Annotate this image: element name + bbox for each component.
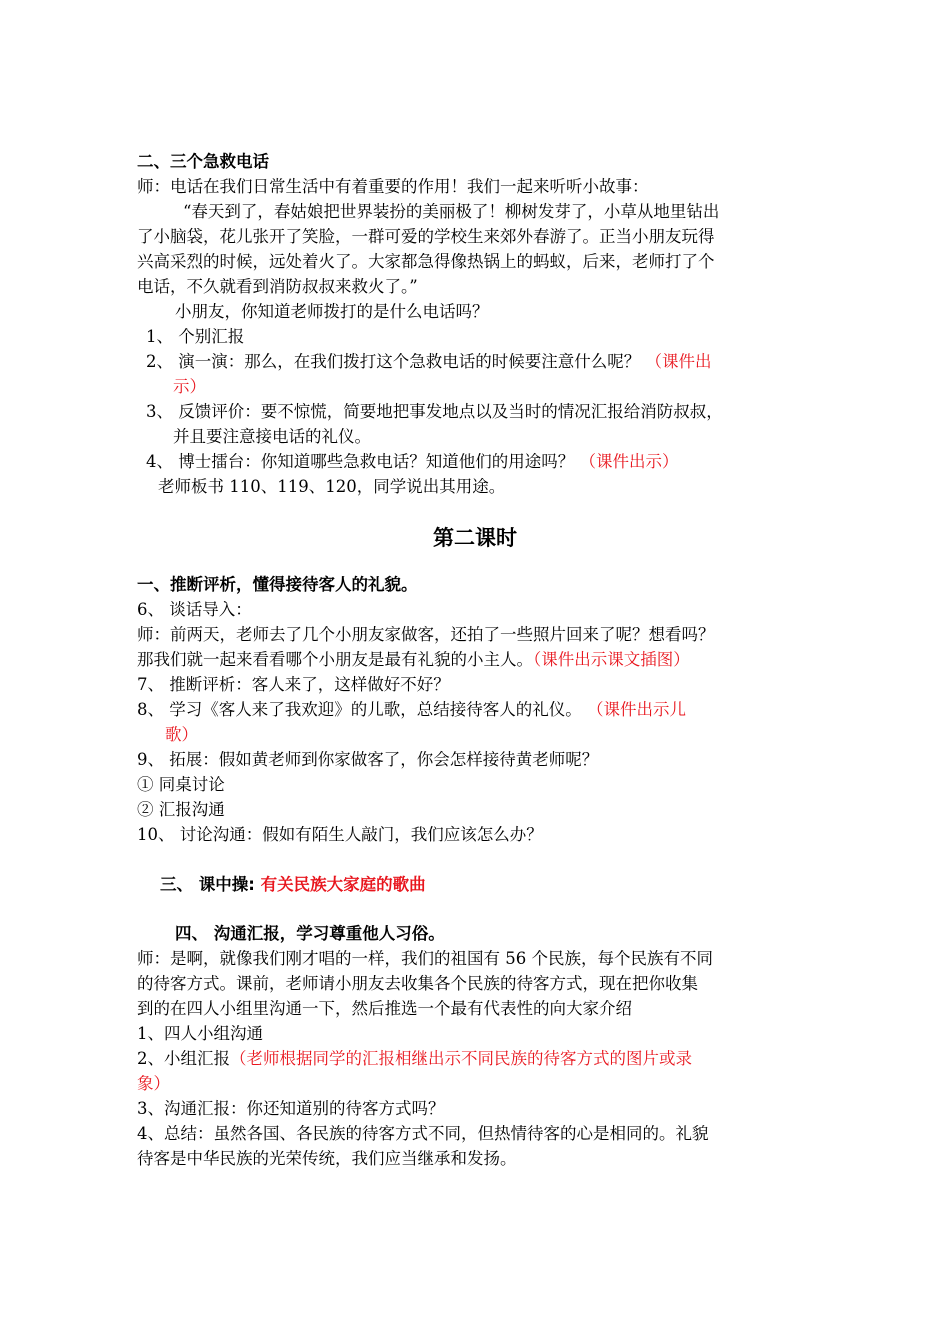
list-item: 1、四人小组沟通 — [137, 1024, 263, 1043]
song-title: 有关民族大家庭的歌曲 — [260, 875, 426, 894]
list-item: ① 同桌讨论 — [137, 775, 225, 794]
note-text: （课件出示） — [579, 452, 679, 471]
paragraph: 师：前两天，老师去了几个小朋友家做客，还拍了一些照片回来了呢？想看吗？ — [137, 625, 715, 644]
list-item-text: 2、 演一演：那么，在我们拨打这个急救电话的时候要注意什么呢？ — [146, 352, 641, 371]
list-item — [146, 350, 712, 374]
list-item: 10、 讨论沟通：假如有陌生人敲门，我们应该怎么办？ — [137, 825, 543, 844]
section-heading-label: 三、 课中操: — [160, 875, 255, 894]
paragraph — [137, 648, 690, 672]
story-line: 电话，不久就看到消防叔叔来救火了。” — [137, 277, 418, 296]
note-text: （课件出示课文插图） — [533, 650, 690, 669]
paragraph: 小朋友，你知道老师拨打的是什么电话吗？ — [175, 302, 489, 321]
paragraph: 老师板书 110、119、120，同学说出其用途。 — [158, 477, 506, 496]
section-heading: 二、三个急救电话 — [137, 152, 269, 171]
note-text: 歌） — [165, 725, 198, 744]
list-item-cont: 待客是中华民族的光荣传统，我们应当继承和发扬。 — [137, 1149, 517, 1168]
list-item: 3、 反馈评价：要不惊慌，简要地把事发地点以及当时的情况汇报给消防叔叔， — [146, 402, 723, 421]
note-text: 示） — [173, 377, 206, 396]
paragraph-text: 那我们就一起来看看哪个小朋友是最有礼貌的小主人。 — [137, 650, 533, 669]
list-item-text: 4、 博士擂台：你知道哪些急救电话？知道他们的用途吗？ — [146, 452, 575, 471]
list-item: 6、 谈话导入： — [137, 600, 252, 619]
section-heading — [160, 873, 426, 897]
paragraph: 到的在四人小组里沟通一下，然后推选一个最有代表性的向大家介绍 — [137, 999, 632, 1018]
note-text: （课件出示儿 — [587, 700, 686, 719]
list-item: 1、 个别汇报 — [146, 327, 245, 346]
story-line: “春天到了，春姑娘把世界装扮的美丽极了！柳树发芽了，小草从地里钻出 — [183, 202, 720, 221]
list-item: 4、总结：虽然各国、各民族的待客方式不同，但热情待客的心是相同的。礼貌 — [137, 1124, 709, 1143]
page-title: 第二课时 — [433, 526, 517, 550]
paragraph: 的待客方式。课前，老师请小朋友去收集各个民族的待客方式，现在把你收集 — [137, 974, 698, 993]
paragraph: 师：电话在我们日常生活中有着重要的作用！我们一起来听听小故事： — [137, 177, 649, 196]
list-item: ② 汇报沟通 — [137, 800, 225, 819]
list-item-text: 8、 学习《客人来了我欢迎》的儿歌，总结接待客人的礼仪。 — [137, 700, 582, 719]
note-text: （老师根据同学的汇报相继出示不同民族的待客方式的图片或录 — [230, 1049, 692, 1068]
paragraph: 师：是啊，就像我们刚才唱的一样，我们的祖国有 56 个民族，每个民族有不同 — [137, 949, 713, 968]
section-heading: 四、 沟通汇报，学习尊重他人习俗。 — [175, 924, 445, 943]
list-item-text: 2、小组汇报 — [137, 1049, 230, 1068]
list-item — [137, 698, 686, 722]
note-text: （课件出 — [645, 352, 712, 371]
story-line: 兴高采烈的时候，远处着火了。大家都急得像热锅上的蚂蚁，后来，老师打了个 — [137, 252, 715, 271]
story-line: 了小脑袋，花儿张开了笑脸，一群可爱的学校生来郊外春游了。正当小朋友玩得 — [137, 227, 715, 246]
list-item: 7、 推断评析：客人来了，这样做好不好？ — [137, 675, 450, 694]
section-heading: 一、推断评析，懂得接待客人的礼貌。 — [137, 575, 418, 594]
list-item: 3、沟通汇报：你还知道别的待客方式吗？ — [137, 1099, 445, 1118]
list-item: 9、 拓展：假如黄老师到你家做客了，你会怎样接待黄老师呢？ — [137, 750, 599, 769]
list-item — [137, 1047, 692, 1071]
note-text: 象） — [137, 1074, 170, 1093]
list-item — [146, 450, 679, 474]
list-item-cont: 并且要注意接电话的礼仪。 — [173, 427, 371, 446]
